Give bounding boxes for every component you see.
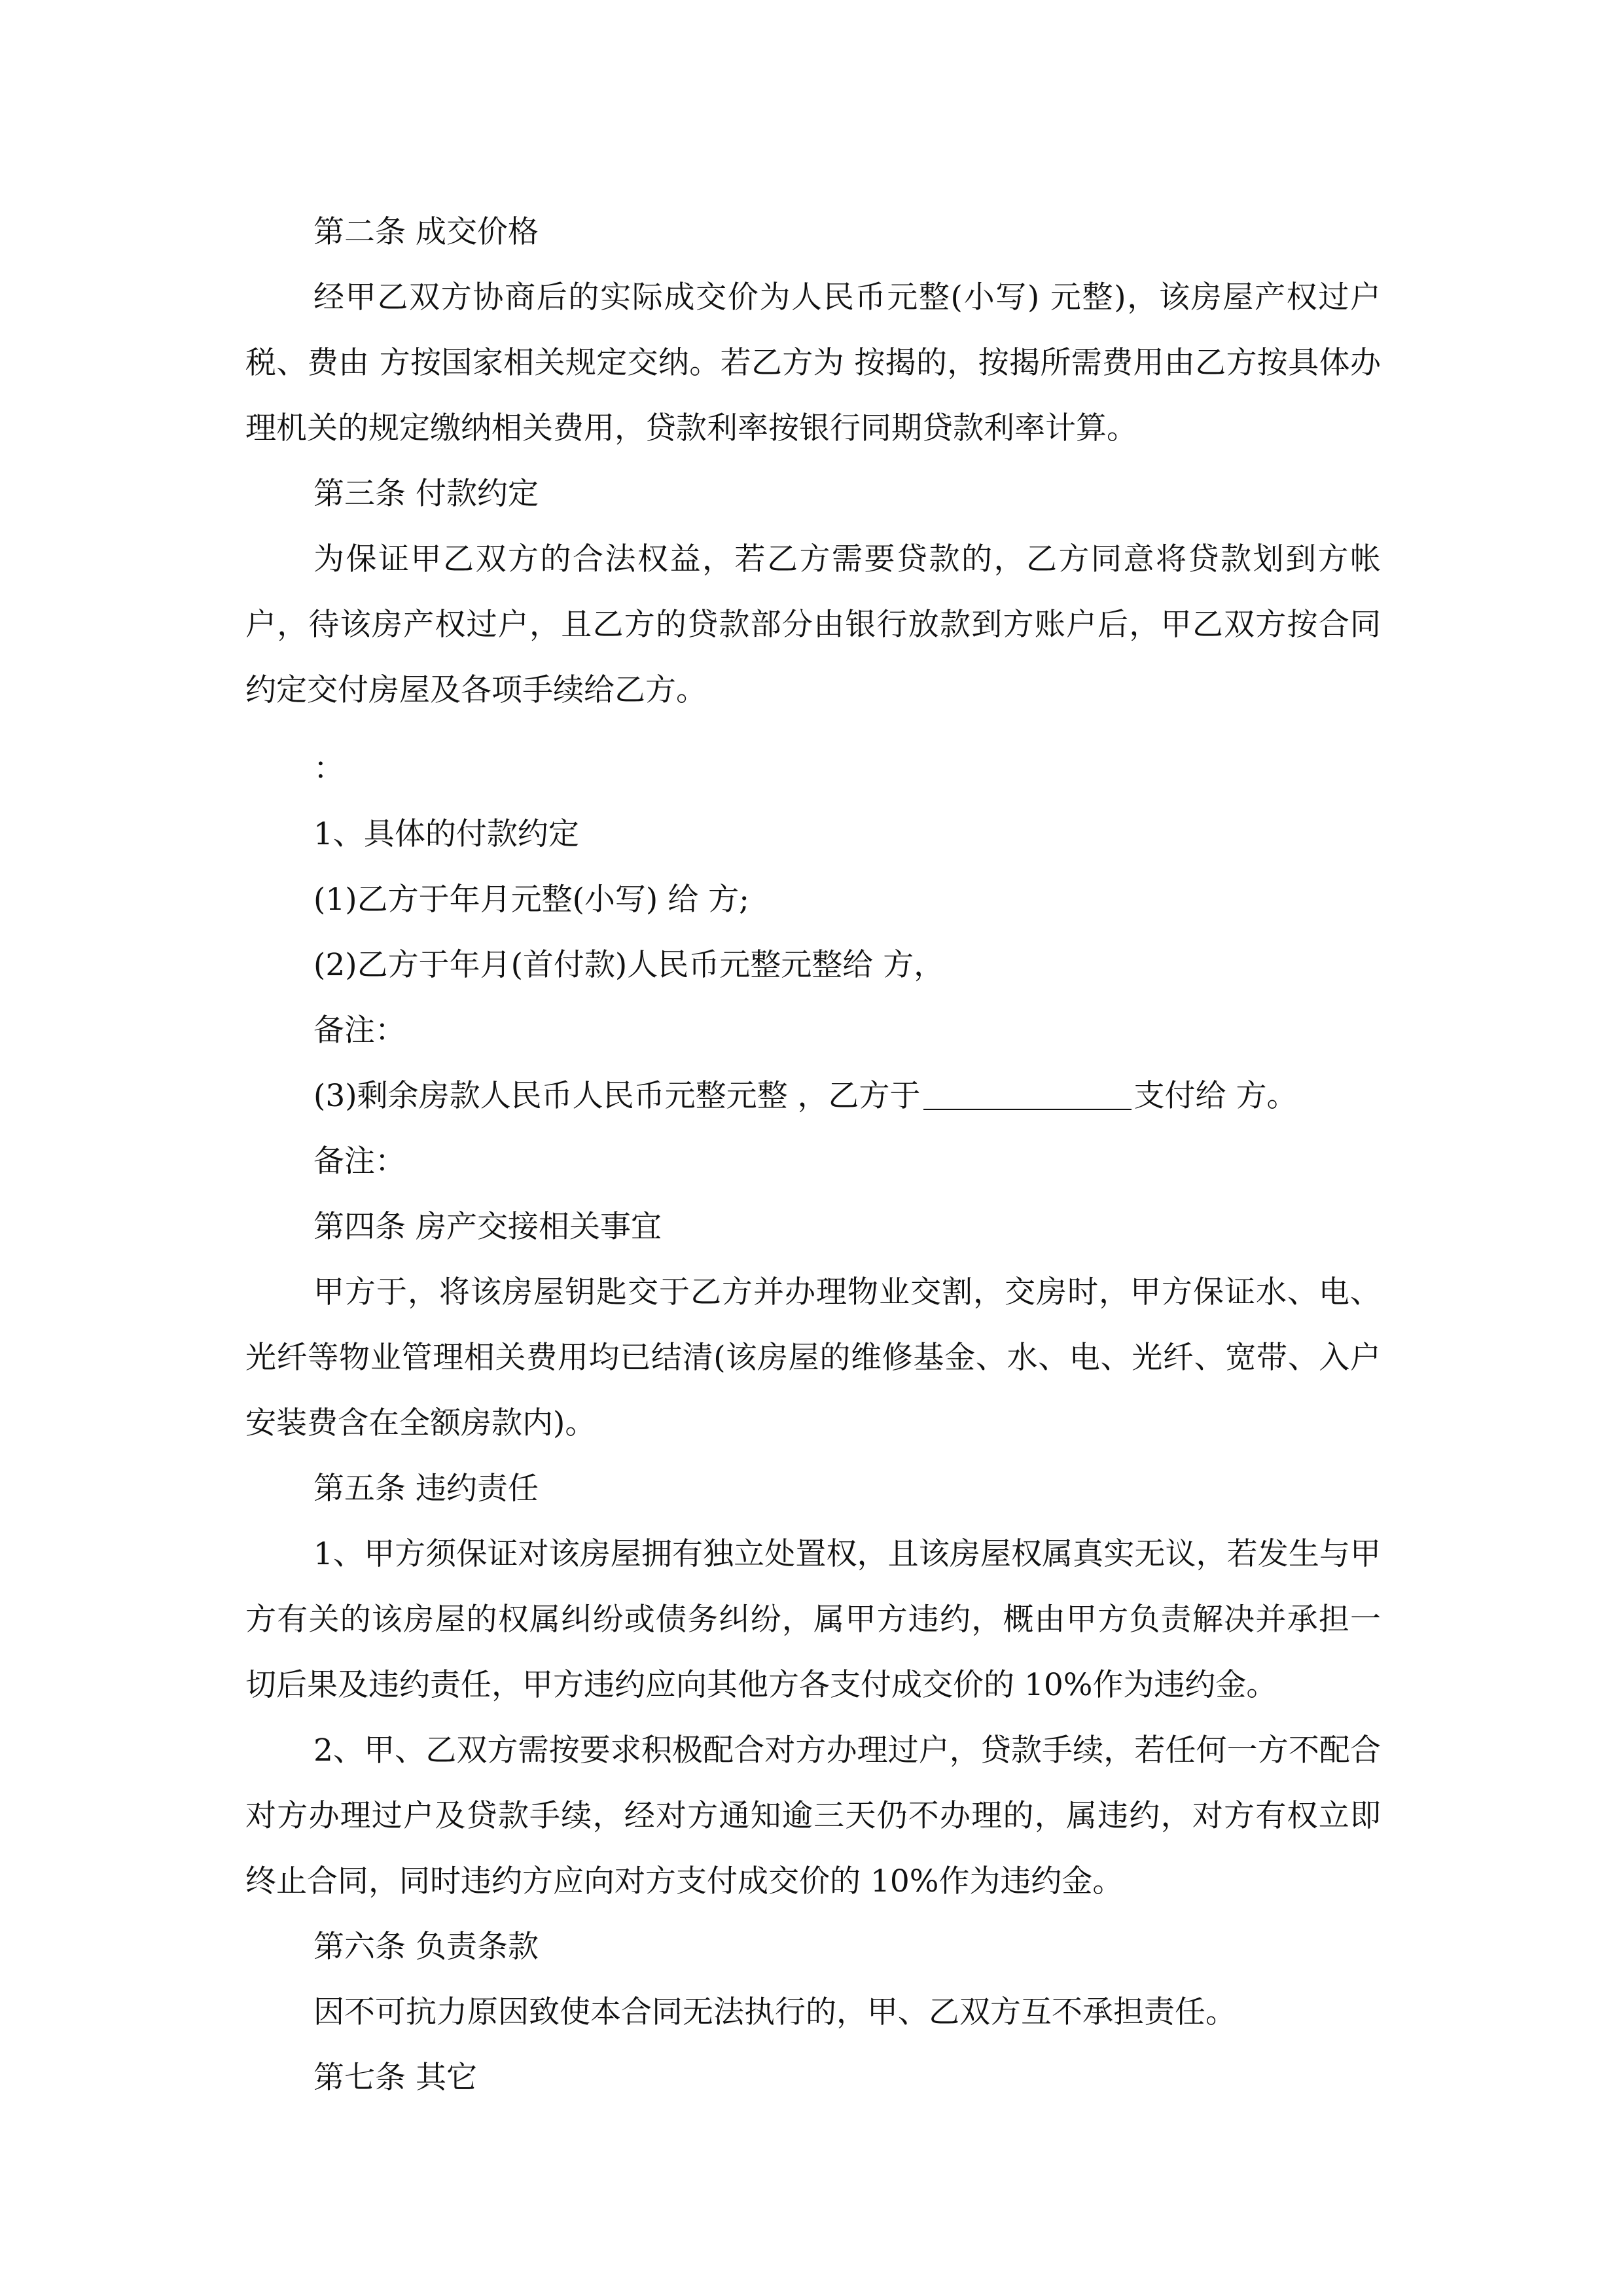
article-5-clause-1: 1、甲方须保证对该房屋拥有独立处置权，且该房屋权属真实无议，若发生与甲方有关的该房屋的权属纠纷或债务纠纷，属甲方违约，概由甲方负责解决并承担一切后果及违约责任，甲方违约应向其他方各支付成交价的 10%作为违约金。 — [245, 1536, 1381, 1703]
article-4-body: 甲方于，将该房屋钥匙交于乙方并办理物业交割，交房时，甲方保证水、电、光纤等物业管理相关费用均已结清(该房屋的维修基金、水、电、光纤、宽带、入户安装费含在全额房款内)。 — [245, 1274, 1381, 1441]
payment-sub-3 — [245, 1064, 1381, 1129]
payment-sub-3-before: (3)剩余房款人民币人民币元整元整 ，乙方于 — [313, 1078, 921, 1114]
payment-note-1: 备注： — [313, 1013, 406, 1049]
payment-note-2: 备注： — [313, 1143, 406, 1179]
payment-item-1: 1、具体的付款约定 — [313, 816, 579, 852]
payment-sub-1: (1)乙方于年月元整(小写) 给 方; — [313, 882, 749, 918]
payment-sub-3-after: 支付给 方。 — [1133, 1078, 1298, 1114]
article-7-title: 第七条 其它 — [313, 2060, 477, 2096]
payment-date-blank — [923, 1079, 1132, 1110]
article-3-body: 为保证甲乙双方的合法权益，若乙方需要贷款的，乙方同意将贷款划到方帐户，待该房产权过户，且乙方的贷款部分由银行放款到方账户后，甲乙双方按合同约定交付房屋及各项手续给乙方。 — [245, 541, 1381, 708]
article-2-body: 经甲乙双方协商后的实际成交价为人民币元整(小写) 元整)，该房屋产权过户税、费由 方按国家相关规定交纳。若乙方为 按揭的，按揭所需费用由乙方按具体办理机关的规定缴纳相关费用，贷款利率按银行同期贷款利率计算。 — [245, 279, 1381, 446]
article-5-title: 第五条 违约责任 — [313, 1471, 539, 1507]
article-3-title: 第三条 付款约定 — [313, 476, 539, 512]
payment-sub-2: (2)乙方于年月(首付款)人民币元整元整给 方， — [313, 947, 945, 983]
article-6-body: 因不可抗力原因致使本合同无法执行的，甲、乙双方互不承担责任。 — [313, 1994, 1236, 2030]
article-5-clause-2: 2、甲、乙双方需按要求积极配合对方办理过户，贷款手续，若任何一方不配合对方办理过户及贷款手续，经对方通知逾三天仍不办理的，属违约，对方有权立即终止合同，同时违约方应向对方支付成交价的 10%作为违约金。 — [245, 1732, 1381, 1899]
article-3-colon: ： — [313, 751, 344, 787]
contract-body — [245, 200, 1381, 2111]
article-2-title: 第二条 成交价格 — [313, 214, 539, 250]
article-6-title: 第六条 负责条款 — [313, 1929, 539, 1965]
article-4-title: 第四条 房产交接相关事宜 — [313, 1209, 662, 1245]
